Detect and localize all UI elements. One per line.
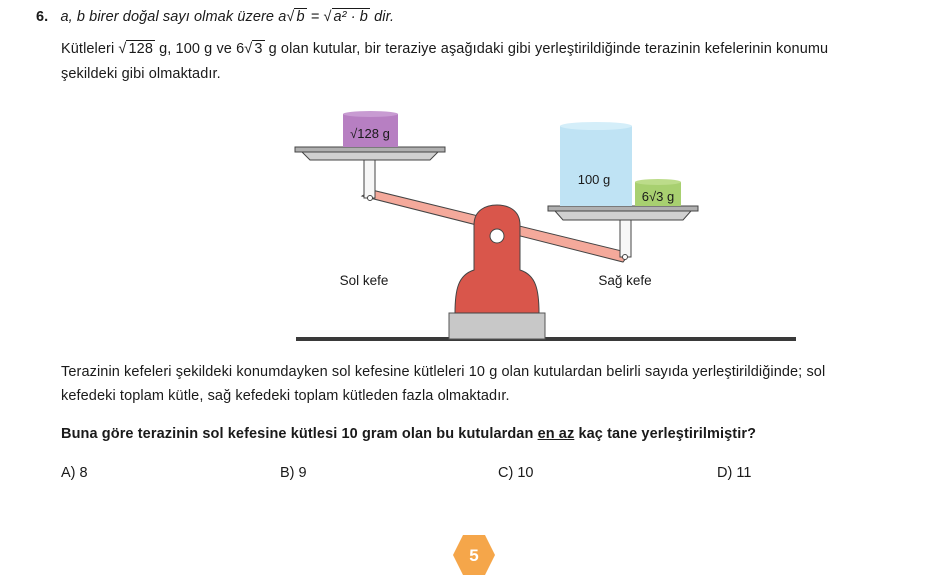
right-big-box-label: 100 g bbox=[577, 172, 611, 187]
choice-d[interactable]: D) 11 bbox=[717, 465, 752, 481]
left-pan-top bbox=[295, 147, 445, 152]
right-small-box-top bbox=[635, 179, 681, 185]
intro-line-1: Kütleleri √ 128 g, 100 g ve 6√ 3 g olan kutular, bir teraziye aşağıdaki gibi yerleştirildiğinde terazinin kefelerinin konumu bbox=[61, 41, 829, 57]
right-pan-dish bbox=[555, 211, 691, 220]
choice-c[interactable]: C) 10 bbox=[498, 465, 534, 481]
sqrt-3: √ 3 bbox=[244, 41, 263, 57]
body-line-1: Terazinin kefeleri şekildeki konumdayken sol kefesine kütleleri 10 g olan kutulardan belirli sayıda yerleştirildiğinde; sol bbox=[61, 364, 826, 380]
left-pan-label: Sol kefe bbox=[339, 273, 389, 288]
page-number-badge bbox=[452, 533, 496, 577]
sqrt-128: √ 128 bbox=[118, 41, 153, 57]
sqrt-a2b: √ a² · b bbox=[323, 9, 368, 25]
right-pan-label: Sağ kefe bbox=[598, 273, 652, 288]
question-ask: Buna göre terazinin sol kefesine kütlesi 10 gram olan bu kutulardan en az kaç tane yerleştirilmiştir? bbox=[61, 426, 757, 442]
left-box-top bbox=[343, 111, 398, 117]
premise-eq: = bbox=[306, 9, 324, 25]
choice-a[interactable]: A) 8 bbox=[61, 465, 88, 481]
premise-text-1: a, b birer doğal sayı olmak üzere a bbox=[60, 9, 287, 25]
sqrt-b: √ b bbox=[286, 9, 305, 25]
right-pan-rod bbox=[620, 220, 631, 257]
left-pan-dish bbox=[302, 152, 438, 160]
intro-line-2: şekildeki gibi olmaktadır. bbox=[61, 66, 221, 82]
premise-text-2: dir. bbox=[369, 9, 395, 25]
left-pan-joint bbox=[368, 196, 373, 201]
choice-b[interactable]: B) 9 bbox=[280, 465, 307, 481]
page-number: 5 bbox=[469, 546, 479, 565]
stand-base bbox=[449, 313, 545, 339]
right-pan-top bbox=[548, 206, 698, 211]
right-big-box bbox=[560, 126, 632, 206]
stand-pivot bbox=[490, 229, 504, 243]
question-number: 6. bbox=[36, 9, 49, 25]
body-line-2: kefedeki toplam kütle, sağ kefedeki toplam kütleden fazla olmaktadır. bbox=[61, 388, 510, 404]
right-small-box-label: 6√3 g bbox=[641, 189, 675, 204]
right-big-box-top bbox=[560, 122, 632, 130]
left-pan-rod bbox=[364, 160, 375, 198]
ask-emphasis: en az bbox=[537, 426, 575, 442]
left-box-label: √128 g bbox=[350, 126, 390, 141]
right-pan-joint bbox=[623, 255, 628, 260]
